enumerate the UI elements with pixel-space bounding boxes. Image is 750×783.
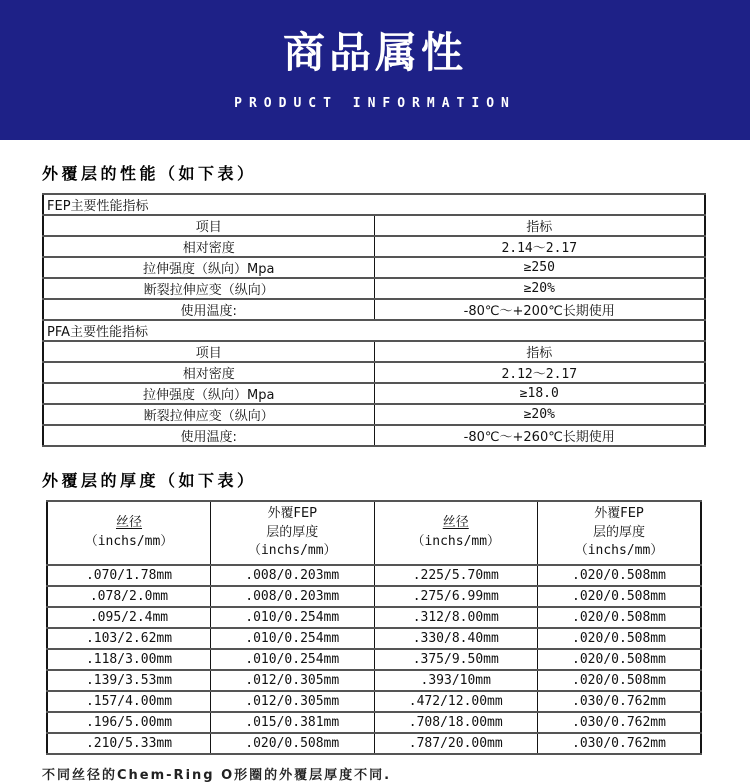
perf-group-header-row [43,194,705,215]
thickness-section-title: 外覆层的厚度（如下表） [42,471,257,490]
thickness-row [47,586,701,607]
thickness-header-wire [47,501,211,565]
perf-row [43,299,705,320]
cell: .139/3.53mm [47,670,211,691]
cell: .330/8.40mm [374,628,538,649]
thickness-header-row [47,501,701,565]
perf-item: 断裂拉伸应变（纵向） [43,278,374,299]
coating-label-line2: 层的厚度 [266,524,319,540]
banner-title: 商品属性 [282,28,467,77]
perf-group-header: PFA主要性能指标 [43,320,705,341]
perf-item: 拉伸强度（纵向）Mpa [43,383,374,404]
banner [0,0,750,140]
wire-diameter-label: 丝径 [115,515,142,531]
cell: .787/20.00mm [374,733,538,754]
coating-unit: （inchs/mm） [574,543,664,559]
perf-item: 使用温度: [43,299,374,320]
cell: .012/0.305mm [211,691,375,712]
thickness-row [47,733,701,754]
banner-subtitle: PRODUCT INFORMATION [234,96,516,111]
performance-table [42,193,706,447]
cell: .020/0.508mm [538,565,702,586]
cell: .008/0.203mm [211,586,375,607]
cell: .393/10mm [374,670,538,691]
perf-row [43,278,705,299]
perf-value: ≥250 [374,257,705,278]
content-area [0,161,750,783]
cell: .008/0.203mm [211,565,375,586]
perf-group-header: FEP主要性能指标 [43,194,705,215]
coating-unit: （inchs/mm） [247,543,337,559]
thickness-header-coating [211,501,375,565]
perf-value: ≥20% [374,404,705,425]
thickness-row [47,607,701,628]
perf-item: 使用温度: [43,425,374,446]
cell: .010/0.254mm [211,607,375,628]
coating-label-line2: 层的厚度 [592,524,645,540]
perf-row [43,362,705,383]
cell: .118/3.00mm [47,649,211,670]
perf-item: 断裂拉伸应变（纵向） [43,404,374,425]
wire-diameter-unit: （inchs/mm） [84,534,174,549]
cell: .020/0.508mm [538,586,702,607]
perf-col-item: 项目 [43,215,374,236]
cell: .095/2.4mm [47,607,211,628]
perf-value: ≥20% [374,278,705,299]
perf-value: -80℃～+200℃长期使用 [374,299,705,320]
perf-col-item: 项目 [43,341,374,362]
cell: .015/0.381mm [211,712,375,733]
cell: .157/4.00mm [47,691,211,712]
perf-column-header-row [43,215,705,236]
perf-value: 2.14～2.17 [374,236,705,257]
perf-col-spec: 指标 [374,341,705,362]
footer-note: 不同丝径的Chem-Ring O形圈的外覆层厚度不同. [42,768,392,783]
thickness-row [47,649,701,670]
thickness-row [47,712,701,733]
cell: .020/0.508mm [538,670,702,691]
cell: .070/1.78mm [47,565,211,586]
perf-value: -80℃～+260℃长期使用 [374,425,705,446]
perf-value: 2.12～2.17 [374,362,705,383]
coating-label-line1: 外覆FEP [594,505,644,521]
cell: .010/0.254mm [211,628,375,649]
cell: .030/0.762mm [538,712,702,733]
cell: .103/2.62mm [47,628,211,649]
thickness-header-wire [374,501,538,565]
cell: .375/9.50mm [374,649,538,670]
cell: .225/5.70mm [374,565,538,586]
wire-diameter-unit: （inchs/mm） [411,534,501,549]
thickness-row [47,691,701,712]
perf-row [43,425,705,446]
performance-section-title: 外覆层的性能（如下表） [42,164,257,183]
cell: .020/0.508mm [211,733,375,754]
cell: .030/0.762mm [538,691,702,712]
thickness-row [47,565,701,586]
perf-row [43,404,705,425]
cell: .012/0.305mm [211,670,375,691]
perf-item: 拉伸强度（纵向）Mpa [43,257,374,278]
wire-diameter-label: 丝径 [442,515,469,531]
cell: .210/5.33mm [47,733,211,754]
perf-col-spec: 指标 [374,215,705,236]
perf-row [43,257,705,278]
perf-row [43,383,705,404]
cell: .020/0.508mm [538,649,702,670]
perf-item: 相对密度 [43,362,374,383]
perf-value: ≥18.0 [374,383,705,404]
cell: .472/12.00mm [374,691,538,712]
cell: .275/6.99mm [374,586,538,607]
perf-group-header-row [43,320,705,341]
thickness-table [46,500,702,755]
cell: .078/2.0mm [47,586,211,607]
perf-row [43,236,705,257]
cell: .708/18.00mm [374,712,538,733]
cell: .020/0.508mm [538,607,702,628]
perf-column-header-row [43,341,705,362]
cell: .020/0.508mm [538,628,702,649]
coating-label-line1: 外覆FEP [267,505,318,521]
cell: .312/8.00mm [374,607,538,628]
cell: .196/5.00mm [47,712,211,733]
thickness-row [47,670,701,691]
thickness-row [47,628,701,649]
perf-item: 相对密度 [43,236,374,257]
cell: .030/0.762mm [538,733,702,754]
thickness-header-coating [538,501,702,565]
cell: .010/0.254mm [211,649,375,670]
